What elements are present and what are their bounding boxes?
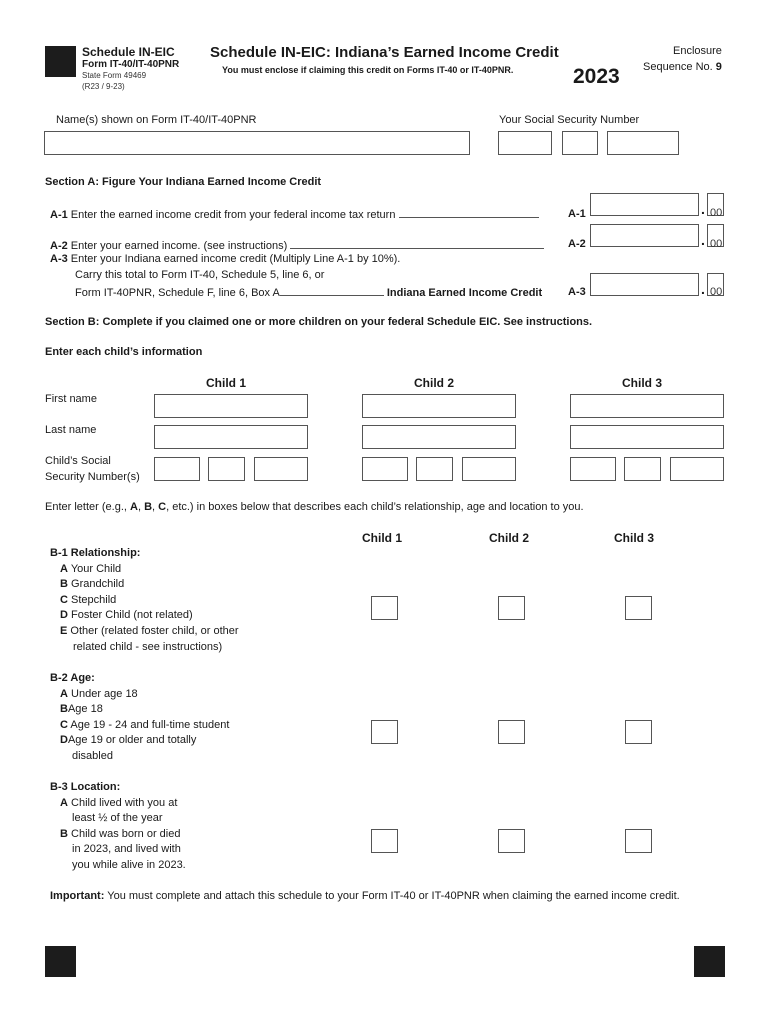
b3-option-a-continuation: least ½ of the year — [72, 812, 163, 825]
box-a2-label: A-2 — [568, 238, 586, 250]
cents-a3-value: 00 — [710, 286, 723, 298]
line-a1-code: A-1 — [50, 209, 68, 221]
line-a3-description: Enter your Indiana earned income credit (Multiply Line A-1 by 10%). — [70, 253, 401, 265]
important-label: Important: — [50, 890, 105, 902]
b1-option-b-letter: B — [60, 578, 68, 591]
b1-option-a-text: Your Child — [70, 562, 122, 575]
line-a3-text — [50, 254, 400, 265]
b2-option-a — [50, 687, 229, 703]
child-1-ssn-part1-input[interactable] — [154, 457, 200, 481]
child-ssn-label-line2: Security Number(s) — [45, 471, 140, 483]
b2-option-d-letter: D — [60, 734, 68, 747]
b2-age-block — [50, 671, 229, 765]
b2-title: B-2 Age: — [50, 672, 95, 684]
child-2-first-name-input[interactable] — [362, 394, 516, 418]
b1-title: B-1 Relationship: — [50, 547, 141, 559]
tax-year: 2023 — [573, 65, 620, 88]
amount-a3-input[interactable] — [590, 273, 699, 296]
sequence-label — [643, 62, 722, 73]
b2-option-a-text: Under age 18 — [71, 687, 138, 700]
b3-option-b-continuation-1: in 2023, and lived with — [72, 843, 181, 856]
important-text: You must complete and attach this schedule to your Form IT-40 or IT-40PNR when claiming the earned income credit. — [107, 890, 680, 902]
ssn-label: Your Social Security Number — [499, 114, 640, 126]
child-3-column-header: Child 3 — [614, 531, 655, 545]
registration-mark-bottom-left — [45, 946, 76, 977]
b2-option-b-letter: B — [60, 703, 68, 716]
amount-a1-input[interactable] — [590, 193, 699, 216]
b1-relationship-block — [50, 546, 239, 655]
child-2-last-name-input[interactable] — [362, 425, 516, 449]
child-2-ssn-part1-input[interactable] — [362, 457, 408, 481]
line-a2-code: A-2 — [50, 240, 68, 252]
child-3-age-input[interactable] — [625, 720, 652, 744]
line-a3-form-description: Form IT-40PNR, Schedule F, line 6, Box A — [75, 287, 280, 299]
child-1-column-header: Child 1 — [362, 531, 403, 545]
b1-option-c-text: Stepchild — [71, 593, 117, 606]
child-ssn-label-line1: Child’s Social — [45, 455, 111, 467]
first-name-label: First name — [45, 393, 97, 405]
child-1-ssn-part3-input[interactable] — [254, 457, 308, 481]
line-a2-description: Enter your earned income. (see instructions) — [70, 240, 288, 252]
box-a1-label: A-1 — [568, 208, 586, 220]
b3-option-b — [50, 827, 186, 843]
instruction-letter-b: B — [144, 501, 153, 513]
b1-option-a — [50, 562, 239, 578]
relationship-instruction — [45, 502, 584, 513]
ssn-input-part3[interactable] — [607, 131, 679, 155]
b1-option-a-letter: A — [60, 562, 68, 575]
important-note — [50, 891, 680, 902]
b1-option-b — [50, 577, 239, 593]
last-name-label: Last name — [45, 424, 97, 436]
schedule-title: Schedule IN-EIC — [82, 45, 175, 59]
enclosure-label: Enclosure — [673, 45, 722, 57]
ssn-input-part1[interactable] — [498, 131, 552, 155]
line-a1-description: Enter the earned income credit from your federal income tax return — [70, 209, 396, 221]
b3-title: B-3 Location: — [50, 781, 121, 793]
b3-option-b-letter: B — [60, 827, 68, 840]
b2-option-b — [50, 702, 229, 718]
names-input[interactable] — [44, 131, 470, 155]
instruction-comma-2: , — [152, 501, 159, 513]
section-a-title: Section A: Figure Your Indiana Earned Income Credit — [45, 176, 322, 188]
b1-option-d-text: Foster Child (not related) — [71, 609, 193, 622]
b3-option-b-continuation-2: you while alive in 2023. — [72, 858, 186, 871]
child-2-ssn-part2-input[interactable] — [416, 457, 453, 481]
child-3-last-name-input[interactable] — [570, 425, 724, 449]
child-3-location-input[interactable] — [625, 829, 652, 853]
b1-option-b-text: Grandchild — [71, 578, 125, 591]
b1-option-c-letter: C — [60, 593, 68, 606]
b1-option-e-letter: E — [60, 624, 68, 637]
b2-option-d-continuation: disabled — [72, 749, 113, 762]
names-label: Name(s) shown on Form IT-40/IT-40PNR — [56, 114, 257, 126]
b1-option-c — [50, 593, 239, 609]
child-info-label: Enter each child’s information — [45, 346, 203, 358]
decimal-point-a1: . — [701, 201, 705, 217]
b1-option-d — [50, 608, 239, 624]
line-a2-text — [50, 238, 544, 252]
child-1-relationship-input[interactable] — [371, 596, 398, 620]
instruction-pre: Enter letter (e.g., — [45, 501, 130, 513]
section-b-title: Section B: Complete if you claimed one or more children on your federal Schedule EIC. See instructions. — [45, 316, 593, 328]
b2-option-c — [50, 718, 229, 734]
instruction-letter-a: A — [129, 501, 138, 513]
b1-option-d-letter: D — [60, 609, 68, 622]
registration-mark-bottom-right — [694, 946, 725, 977]
cents-a1-value: 00 — [710, 207, 723, 219]
line-a3-code: A-3 — [50, 253, 68, 265]
child-1-header: Child 1 — [206, 376, 247, 390]
b1-option-e-continuation: related child - see instructions) — [73, 640, 223, 653]
b3-location-block — [50, 780, 186, 874]
line-a3-carry-text: Carry this total to Form IT-40, Schedule 5, line 6, or — [75, 269, 325, 281]
b2-option-d-text: Age 19 or older and totally — [67, 734, 197, 747]
b3-option-a — [50, 796, 186, 812]
b2-option-c-text: Age 19 - 24 and full-time student — [70, 718, 230, 731]
child-3-first-name-input[interactable] — [570, 394, 724, 418]
box-a3-label: A-3 — [568, 286, 586, 298]
decimal-point-a2: . — [701, 232, 705, 248]
b2-option-d — [50, 733, 229, 749]
line-a3-leader — [280, 285, 384, 296]
ssn-input-part2[interactable] — [562, 131, 598, 155]
b3-option-a-text: Child lived with you at — [71, 796, 178, 809]
child-2-column-header: Child 2 — [489, 531, 530, 545]
child-2-header: Child 2 — [414, 376, 455, 390]
line-a3-form-text — [75, 285, 542, 299]
child-3-ssn-part2-input[interactable] — [624, 457, 661, 481]
child-2-relationship-input[interactable] — [498, 596, 525, 620]
line-a3-result-label: Indiana Earned Income Credit — [386, 287, 543, 299]
registration-mark-top-left — [45, 46, 76, 77]
revision-date: (R23 / 9-23) — [82, 82, 125, 91]
instruction-comma-1: , — [137, 501, 145, 513]
child-1-last-name-input[interactable] — [154, 425, 308, 449]
child-2-location-input[interactable] — [498, 829, 525, 853]
line-a2-leader — [290, 238, 544, 249]
line-a1-text — [50, 207, 539, 221]
child-1-location-input[interactable] — [371, 829, 398, 853]
child-1-first-name-input[interactable] — [154, 394, 308, 418]
child-3-relationship-input[interactable] — [625, 596, 652, 620]
child-3-ssn-part1-input[interactable] — [570, 457, 616, 481]
instruction-letter-c: C — [158, 501, 167, 513]
form-subtitle: You must enclose if claiming this credit on Forms IT-40 or IT-40PNR. — [222, 65, 514, 75]
form-main-title: Schedule IN-EIC: Indiana’s Earned Income Credit — [210, 44, 559, 61]
amount-a2-input[interactable] — [590, 224, 699, 247]
instruction-post: , etc.) in boxes below that describes each child’s relationship, age and location to you. — [166, 501, 584, 513]
b1-option-e — [50, 624, 239, 640]
child-2-ssn-part3-input[interactable] — [462, 457, 516, 481]
cents-a2-value: 00 — [710, 238, 723, 250]
b1-option-e-text: Other (related foster child, or other — [70, 624, 239, 637]
b2-option-b-text: Age 18 — [67, 703, 103, 716]
decimal-point-a3: . — [701, 281, 705, 297]
state-form-number: State Form 49469 — [82, 71, 147, 80]
sequence-number: 9 — [715, 61, 722, 73]
b2-option-c-letter: C — [60, 718, 68, 731]
sequence-text: Sequence No. — [643, 61, 713, 73]
form-reference: Form IT-40/IT-40PNR — [82, 59, 180, 70]
child-1-age-input[interactable] — [371, 720, 398, 744]
child-2-age-input[interactable] — [498, 720, 525, 744]
child-3-ssn-part3-input[interactable] — [670, 457, 724, 481]
child-3-header: Child 3 — [622, 376, 663, 390]
line-a1-leader — [399, 207, 539, 218]
b3-option-b-text: Child was born or died — [71, 827, 181, 840]
child-1-ssn-part2-input[interactable] — [208, 457, 245, 481]
b2-option-a-letter: A — [60, 687, 68, 700]
b3-option-a-letter: A — [60, 796, 68, 809]
